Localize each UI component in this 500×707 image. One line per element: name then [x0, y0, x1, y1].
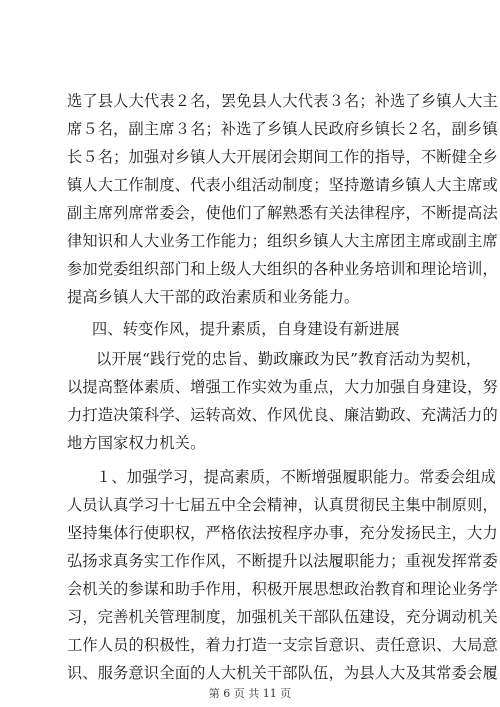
text-line: 力打造决策科学、运转高效、作风优良、廉洁勤政、充满活力的	[67, 406, 498, 424]
text-line: 提高乡镇人大干部的政治素质和业务能力。	[67, 288, 360, 306]
text-line: 习，完善机关管理制度，加强机关干部队伍建设，充分调动机关	[67, 608, 498, 626]
text-line: 坚持集体行使职权，严格依法按程序办事，充分发扬民主，大力	[67, 524, 498, 542]
text-line: 律知识和人大业务工作能力；组织乡镇人大主席团主席或副主席	[67, 232, 498, 250]
text-line: 副主席列席常委会，使他们了解熟悉有关法律程序，不断提高法	[67, 204, 498, 222]
text-line: 镇人大工作制度、代表小组活动制度；坚持邀请乡镇人大主席或	[67, 176, 498, 194]
text-line: 以开展“践行党的忠旨、勤政廉政为民”教育活动为契机，	[96, 350, 482, 368]
text-line: 选了县人大代表２名，罢免县人大代表３名；补选了乡镇人大主	[67, 92, 498, 110]
text-line: 识、服务意识全面的人大机关干部队伍，为县人大及其常委会履	[67, 664, 498, 682]
text-line: 工作人员的积极性，着力打造一支宗旨意识、责任意识、大局意	[67, 636, 498, 654]
text-line: 长５名；加强对乡镇人大开展闭会期间工作的指导，不断健全乡	[67, 148, 498, 166]
section-heading: 四、转变作风，提升素质，自身建设有新进展	[92, 320, 400, 338]
text-line: 参加党委组织部门和上级人大组织的各种业务培训和理论培训，	[67, 260, 498, 278]
text-line: 地方国家权力机关。	[67, 434, 206, 452]
text-line: 弘扬求真务实工作作风，不断提升以法履职能力；重视发挥常委	[67, 552, 498, 570]
text-line: 以提高整体素质、增强工作实效为重点，大力加强自身建设，努	[67, 378, 498, 396]
text-line: 席５名，副主席３名；补选了乡镇人民政府乡镇长２名，副乡镇	[67, 120, 498, 138]
text-line: 会机关的参谋和助手作用，积极开展思想政治教育和理论业务学	[67, 580, 498, 598]
text-line: 人员认真学习十七届五中全会精神，认真贯彻民主集中制原则，	[67, 496, 498, 514]
page-footer: 第 6 页 共 11 页	[208, 687, 292, 700]
text-line: １、加强学习，提高素质，不断增强履职能力。常委会组成	[96, 468, 497, 486]
